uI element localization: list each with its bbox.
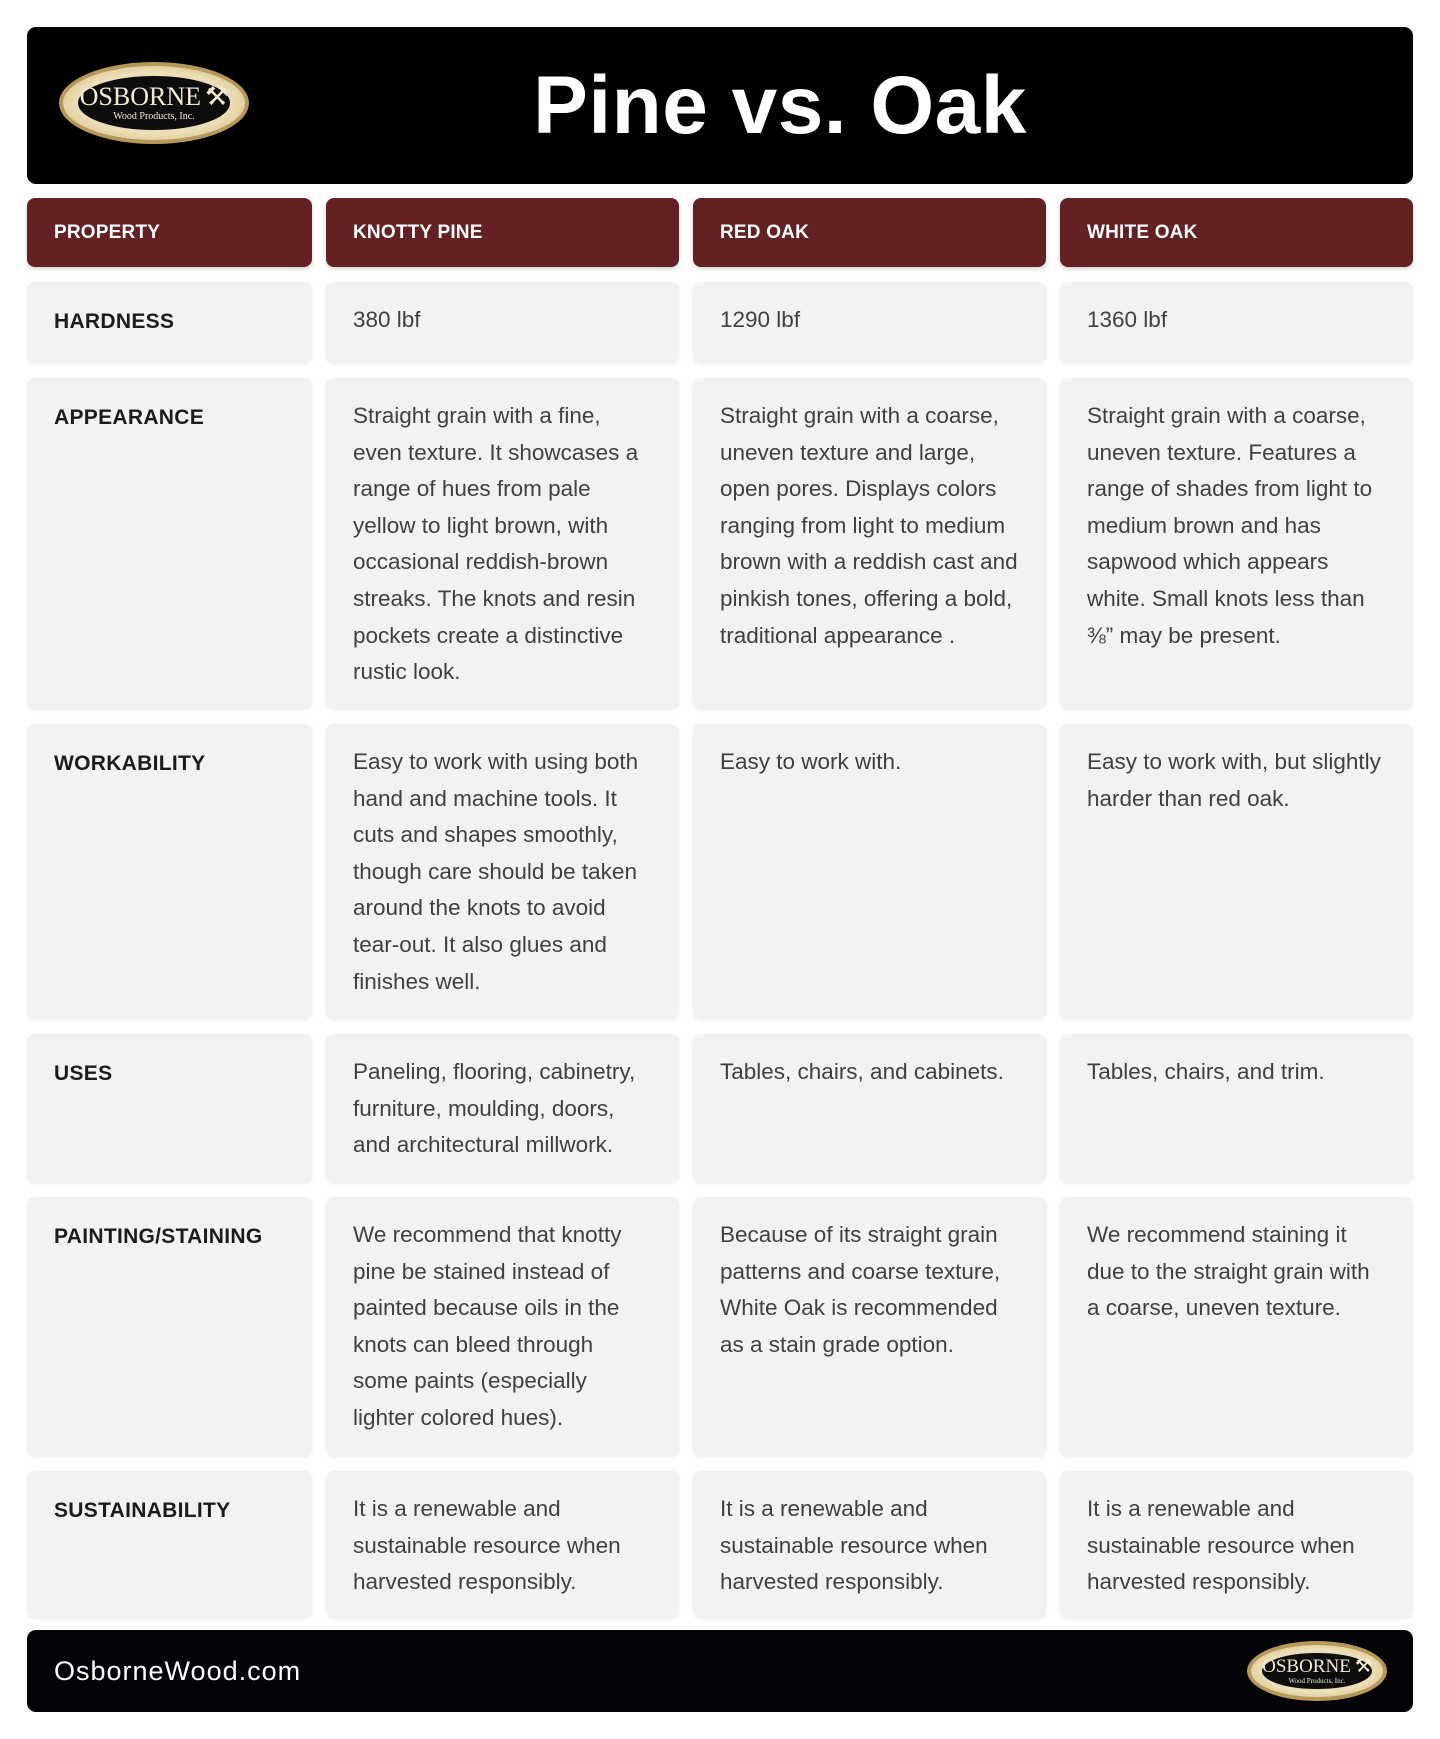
cell-sustainability-white-oak: It is a renewable and sustainable resource when harvested responsibly. (1060, 1471, 1413, 1618)
cell-painting-knotty-pine: We recommend that knotty pine be stained instead of painted because oils in the knots can bleed through some paints (especially lighter colored hues). (326, 1197, 679, 1456)
cell-sustainability-knotty-pine: It is a renewable and sustainable resource when harvested responsibly. (326, 1471, 679, 1618)
cell-uses-red-oak: Tables, chairs, and cabinets. (693, 1034, 1046, 1183)
logo-name: OSBORNE ⚒ (79, 82, 229, 112)
cell-hardness-knotty-pine: 380 lbf (326, 282, 679, 363)
cell-workability-red-oak: Easy to work with. (693, 724, 1046, 1019)
column-header-red-oak: RED OAK (693, 198, 1046, 267)
page-title: Pine vs. Oak (533, 59, 1027, 151)
cell-painting-red-oak: Because of its straight grain patterns and coarse texture, White Oak is recommended as a stain grade option. (693, 1197, 1046, 1456)
cell-workability-white-oak: Easy to work with, but slightly harder than red oak. (1060, 724, 1413, 1019)
logo-subtitle-footer: Wood Products, Inc. (1288, 1676, 1346, 1685)
column-header-property: PROPERTY (27, 198, 312, 267)
logo-subtitle: Wood Products, Inc. (113, 111, 195, 122)
row-label-sustainability: SUSTAINABILITY (27, 1471, 312, 1618)
hammer-icon: ⚒ (1354, 1654, 1372, 1677)
cell-appearance-white-oak: Straight grain with a coarse, uneven texture. Features a range of shades from light to medium brown and has sapwood which appears white. Small knots less than ⅜” may be present. (1060, 378, 1413, 709)
header-banner (27, 27, 1413, 184)
column-header-knotty-pine: KNOTTY PINE (326, 198, 679, 267)
cell-sustainability-red-oak: It is a renewable and sustainable resource when harvested responsibly. (693, 1471, 1046, 1618)
logo-badge-footer (1260, 1651, 1374, 1692)
column-header-white-oak: WHITE OAK (1060, 198, 1413, 267)
cell-uses-white-oak: Tables, chairs, and trim. (1060, 1034, 1413, 1183)
osborne-logo-footer[interactable] (1247, 1641, 1387, 1701)
row-label-hardness: HARDNESS (27, 282, 312, 363)
cell-uses-knotty-pine: Paneling, flooring, cabinetry, furniture, moulding, doors, and architectural millwork. (326, 1034, 679, 1183)
row-label-appearance: APPEARANCE (27, 378, 312, 709)
cell-appearance-red-oak: Straight grain with a coarse, uneven texture and large, open pores. Displays colors ranging from light to medium brown with a reddish cast and pinkish tones, offering a bold, traditional appearance . (693, 378, 1046, 709)
cell-workability-knotty-pine: Easy to work with using both hand and machine tools. It cuts and shapes smoothly, though care should be taken around the knots to avoid tear-out. It also glues and finishes well. (326, 724, 679, 1019)
cell-hardness-red-oak: 1290 lbf (693, 282, 1046, 363)
cell-appearance-knotty-pine: Straight grain with a fine, even texture. It showcases a range of hues from pale yellow to light brown, with occasional reddish-brown streaks. The knots and resin pockets create a distinctive rustic look. (326, 378, 679, 709)
logo-name-footer: OSBORNE ⚒ (1262, 1654, 1372, 1677)
row-label-workability: WORKABILITY (27, 724, 312, 1019)
footer-bar (27, 1630, 1413, 1712)
hammer-icon: ⚒ (205, 82, 229, 112)
cell-painting-white-oak: We recommend staining it due to the straight grain with a coarse, uneven texture. (1060, 1197, 1413, 1456)
row-label-painting-staining: PAINTING/STAINING (27, 1197, 312, 1456)
row-label-uses: USES (27, 1034, 312, 1183)
cell-hardness-white-oak: 1360 lbf (1060, 282, 1413, 363)
website-link[interactable]: OsborneWood.com (54, 1655, 302, 1686)
